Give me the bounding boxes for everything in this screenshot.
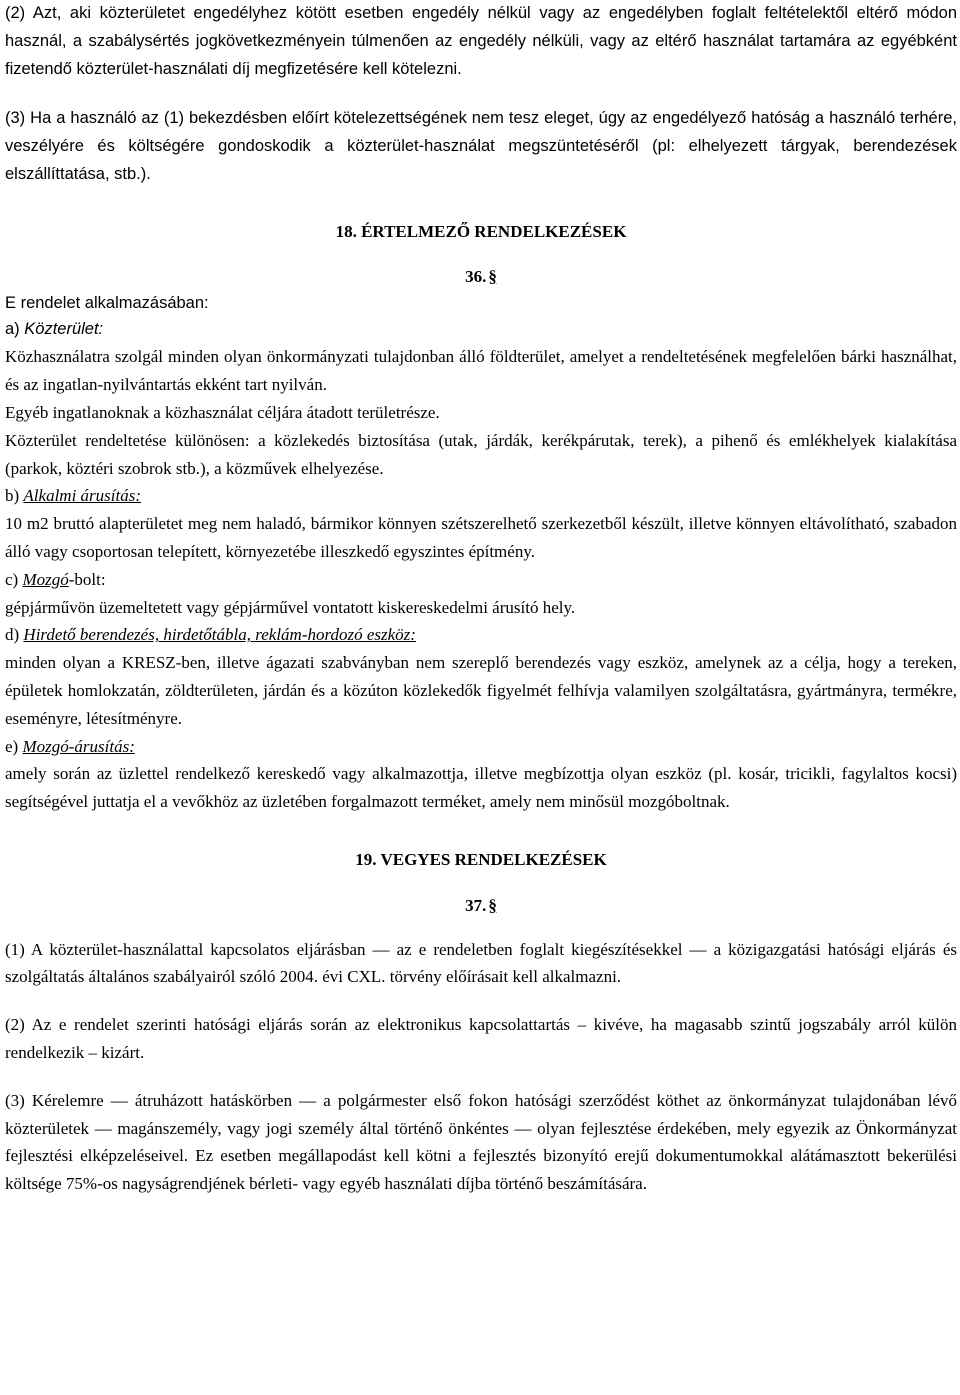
section-symbol: §	[488, 266, 497, 286]
definition-a-term: Közterület:	[24, 319, 104, 338]
paragraph-37-3: (3) Kérelemre — átruházott hatáskörben — a polgármester első fokon hatósági szerződést köthet az önkormányzat tulajdonában lévő közterületek — magánszemély, vagy jogi személy által történő önkéntes — olyan fejlesztése érdekében, mely egyezik az Önkormányzat fejlesztési elképzeléseivel. Ez esetben megállapodást kell kötni a fejlesztés bizonyító erejű dokumentumokkal alátámasztott bekerülési költsége 75%-os nagyságrendjének bérleti- vagy egyéb használati díjba történő beszámítására.	[5, 1090, 957, 1194]
definition-a-heading	[5, 316, 957, 344]
paragraph-37-2: (2) Az e rendelet szerinti hatósági eljárás során az elektronikus kapcsolattartás – kivéve, ha magasabb szintű jogszabály arról külön rendelkezik – kizárt.	[5, 1015, 957, 1062]
definition-e-term: Mozgó-árusítás:	[22, 736, 135, 756]
paragraph-3: (3) Ha a használó az (1) bekezdésben előírt kötelezettségének nem tesz eleget, úgy az engedélyező hatóság a használó terhére, veszélyére és költségére gondoskodik a közterület-használat megszüntetéséről (pl: elhelyezett tárgyak, berendezések elszállíttatása, stb.).	[5, 109, 957, 183]
section-37-heading	[5, 892, 957, 920]
definition-b-term: Alkalmi árusítás:	[23, 486, 142, 506]
definition-c-term: Mozgó	[22, 569, 69, 589]
definition-a-prefix: a)	[5, 319, 20, 338]
definition-a-text-2: Egyéb ingatlanoknak a közhasználat céljára átadott területrésze.	[5, 402, 440, 422]
section-number: 36.	[465, 266, 487, 286]
definition-c-heading	[5, 566, 957, 594]
definition-a-text-1: Közhasználatra szolgál minden olyan önkormányzati tulajdonban álló földterület, amelyet a rendeltetésének megfelelően bárki használhat, és az ingatlan-nyilvántartás ekként tart nyilván.	[5, 347, 957, 395]
section-36-heading	[5, 264, 957, 290]
paragraph-37-1: (1) A közterület-használattal kapcsolatos eljárásban — az e rendeletben foglalt kiegészítésekkel — a közigazgatási hatósági eljárás és szolgáltatás általános szabályairól szóló 2004. évi CXL. törvény előírásait kell alkalmazni.	[5, 939, 957, 987]
definition-b-text: 10 m2 bruttó alapterületet meg nem haladó, bármikor könnyen szétszerelhető szerkezetből készült, illetve könnyen eltávolítható, szabadon álló vagy csoportosan telepített, környezetébe illeszkedő egyszintes építmény.	[5, 514, 957, 561]
definition-b-heading	[5, 482, 957, 510]
definition-e-heading	[5, 733, 957, 761]
chapter-19-title: 19. VEGYES RENDELKEZÉSEK	[355, 849, 607, 869]
definition-c-prefix: c)	[5, 569, 19, 589]
definition-d-text: minden olyan a KRESZ-ben, illetve ágazati szabványban nem szereplő berendezés vagy eszköz, amelynek az a célja, hogy a tereken, épületek homlokzatán, zöldterületen, járdán és a közúton közlekedők figyelmét felhívja valamilyen szolgáltatásra, gyártmányra, termékre, eseményre, létesítményre.	[5, 653, 957, 728]
definition-e-text: amely során az üzlettel rendelkező kereskedő vagy alkalmazottja, illetve megbízottja olyan eszköz (pl. kosár, tricikli, fagylaltos kocsi) segítségével juttatja el a vevőkhöz az üzletében forgalmazott terméket, amely nem minősül mozgóboltnak.	[5, 764, 957, 812]
section-symbol: §	[488, 895, 497, 915]
definition-e-prefix: e)	[5, 736, 19, 756]
definition-c-text: gépjárművön üzemeltetett vagy gépjárművel vontatott kiskereskedelmi árusító hely.	[5, 597, 576, 617]
document-page	[5, 0, 957, 1198]
definition-d-heading	[5, 621, 957, 649]
section-number: 37.	[465, 895, 487, 915]
chapter-18-title: 18. ÉRTELMEZŐ RENDELKEZÉSEK	[335, 221, 627, 241]
definition-c-rest: -bolt:	[68, 569, 106, 589]
definition-d-prefix: d)	[5, 625, 20, 645]
paragraph-2: (2) Azt, aki közterületet engedélyhez kötött esetben engedély nélkül vagy az engedélyben foglalt feltételektől eltérő módon használ, a szabálysértés jogkövetkezményein túlmenően az engedély nélküli, vagy az eltérő használat tartamára az egyébként fizetendő közterület-használati díj megfizetésére kell kötelezni.	[5, 4, 957, 78]
definitions-intro: E rendelet alkalmazásában:	[5, 293, 209, 312]
definition-a-text-3: Közterület rendeltetése különösen: a közlekedés biztosítása (utak, járdák, kerékpárutak, terek), a pihenő és emlékhelyek kialakítása (parkok, köztéri szobrok stb.), a közművek elhelyezése.	[5, 430, 957, 478]
definition-d-term: Hirdető berendezés, hirdetőtábla, reklám-hordozó eszköz:	[23, 625, 416, 645]
definition-b-prefix: b)	[5, 486, 20, 506]
